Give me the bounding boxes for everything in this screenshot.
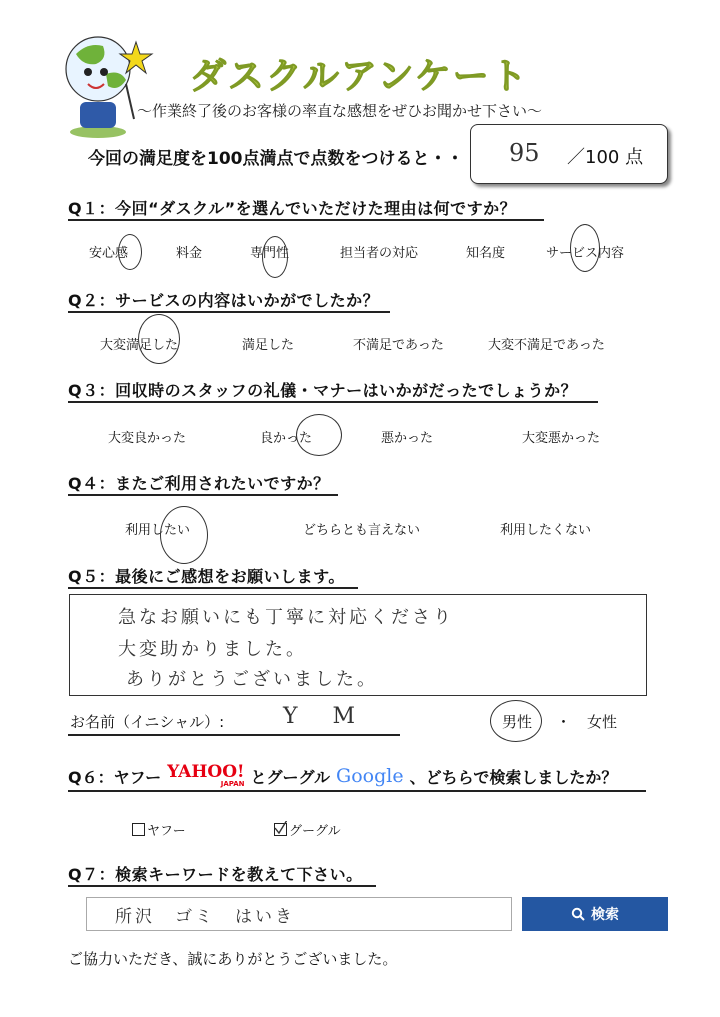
q3-option-very-bad[interactable]: 大変悪かった [522, 431, 601, 446]
q6-option-yahoo-label: ヤフー [147, 824, 186, 839]
comment-box[interactable] [69, 594, 647, 696]
q4-option-dont-want[interactable]: 利用したくない [500, 523, 592, 538]
q1-option-ryokin[interactable]: 料金 [176, 246, 203, 261]
comment-line-3: ありがとうございました。 [126, 669, 378, 690]
q6-option-yahoo[interactable] [132, 820, 186, 839]
q1-selection-mark-3 [570, 224, 600, 272]
keyword-input[interactable] [86, 897, 512, 931]
yahoo-logo-text: YAHOO! [167, 762, 245, 782]
q4-option-want-to-use[interactable]: 利用したい [125, 523, 191, 538]
q7-underline [68, 885, 376, 887]
survey-title: ダスクルアンケート [190, 56, 529, 97]
score-suffix: ／100 点 [567, 147, 644, 168]
name-value[interactable]: Y M [283, 704, 370, 729]
q1-option-service[interactable]: サービス内容 [546, 246, 625, 261]
q4-underline [68, 494, 338, 496]
q6-label-suffix: 、どちらで検索しましたか？ [409, 767, 618, 787]
q7-label: Q７：検索キーワードを教えて下さい。 [68, 865, 363, 884]
q6-label-mid: とグーグル [250, 767, 331, 787]
name-label: お名前（イニシャル）: [70, 713, 225, 731]
comment-line-2: 大変助かりました。 [118, 639, 307, 660]
q4-option-neither[interactable]: どちらとも言えない [303, 523, 421, 538]
score-value: 95 [509, 139, 540, 167]
thanks-message: ご協力いただき、誠にありがとうございました。 [68, 950, 398, 968]
q1-option-tantousha[interactable]: 担当者の対応 [340, 246, 419, 261]
gender-male[interactable]: 男性 [502, 713, 533, 731]
q1-option-senmonsei[interactable]: 専門性 [250, 246, 290, 261]
name-underline [68, 734, 400, 736]
gender-selection-mark [490, 700, 542, 742]
gender-separator: ・ [556, 713, 572, 731]
comment-line-1: 急なお願いにも丁寧に対応くださり [118, 607, 454, 628]
q4-selection-mark [160, 506, 208, 564]
q1-underline [68, 219, 544, 221]
score-question: 今回の満足度を100点満点で点数をつけると・・ [88, 149, 464, 169]
q3-option-good[interactable]: 良かった [260, 431, 313, 446]
q6-option-google[interactable] [274, 820, 341, 839]
survey-subtitle: ～作業終了後のお客様の率直な感想をぜひお聞かせ下さい～ [137, 102, 543, 120]
q3-option-very-good[interactable]: 大変良かった [108, 431, 187, 446]
yahoo-logo [167, 764, 244, 788]
yahoo-logo-sub: JAPAN [220, 780, 245, 788]
q2-option-very-satisfied[interactable]: 大変満足した [100, 338, 179, 353]
q3-underline [68, 401, 598, 403]
score-box[interactable] [470, 124, 668, 184]
q2-label: Q２：サービスの内容はいかがでしたか？ [68, 291, 380, 310]
gender-female[interactable]: 女性 [587, 713, 618, 731]
q1-option-chimeido[interactable]: 知名度 [466, 246, 506, 261]
q2-option-very-unsatisfied[interactable]: 大変不満足であった [488, 338, 605, 353]
search-icon [571, 907, 585, 921]
mascot-globe-illustration [58, 24, 158, 139]
q6-label-row [68, 764, 617, 788]
google-logo: Google [336, 765, 404, 787]
q3-label: Q３：回収時のスタッフの礼儀・マナーはいかがだったでしょうか？ [68, 381, 578, 400]
q2-underline [68, 311, 390, 313]
q1-label: Q１：今回“ダスクル”を選んでいただけた理由は何ですか？ [68, 199, 517, 218]
checkbox-google[interactable] [274, 823, 287, 836]
q2-selection-mark [138, 314, 180, 364]
q6-label-prefix: Q６：ヤフー [68, 767, 162, 787]
q1-option-anshinkan[interactable]: 安心感 [89, 246, 129, 261]
q3-option-bad[interactable]: 悪かった [381, 431, 434, 446]
q5-underline [68, 587, 358, 589]
q4-label: Q４：またご利用されたいですか？ [68, 474, 330, 493]
search-button-label: 検索 [591, 907, 619, 923]
keyword-value: 所沢 ゴミ はいき [115, 907, 295, 927]
q1-selection-mark-1 [118, 234, 142, 270]
checkbox-yahoo[interactable] [132, 823, 145, 836]
search-button[interactable] [522, 897, 668, 931]
q3-selection-mark [296, 414, 342, 456]
q5-label: Q５：最後にご感想をお願いします。 [68, 567, 345, 586]
q6-underline [68, 790, 646, 792]
q6-option-google-label: グーグル [289, 824, 341, 839]
q2-option-unsatisfied[interactable]: 不満足であった [353, 338, 444, 353]
q2-option-satisfied[interactable]: 満足した [242, 338, 295, 353]
q1-selection-mark-2 [262, 236, 288, 278]
